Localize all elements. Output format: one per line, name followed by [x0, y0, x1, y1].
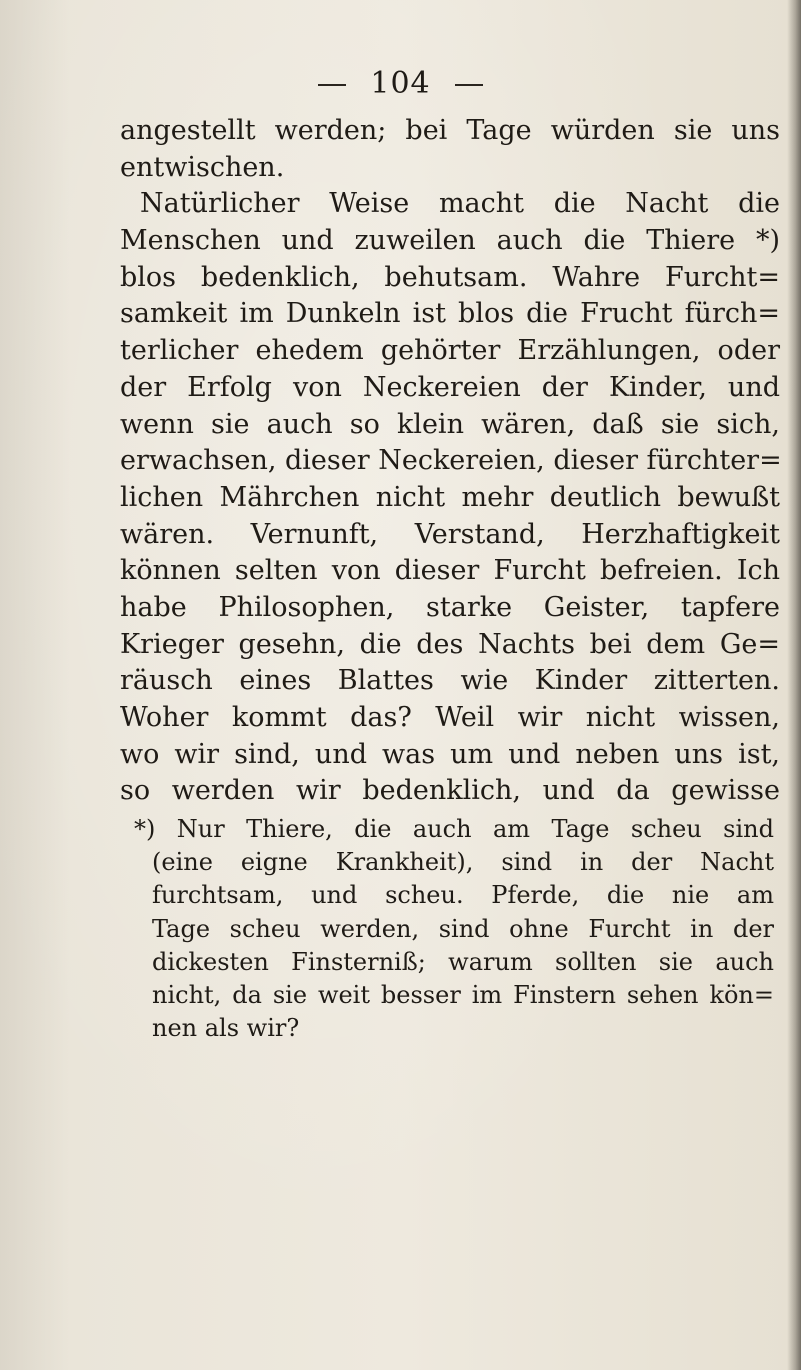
header-dash-left — [318, 84, 346, 86]
text-line: so werden wir bedenklich, und da gewisse — [120, 775, 780, 807]
text-line: wo wir sind, und was um und neben uns ist, — [120, 738, 780, 770]
body-text — [120, 113, 780, 810]
text-line: entwischen. — [120, 151, 285, 183]
text-line: blos bedenklich, behutsam. Wahre Furcht= — [120, 261, 780, 293]
text-line: der Erfolg von Neckereien der Kinder, und — [120, 371, 780, 403]
text-line: habe Philosophen, starke Geister, tapfere — [120, 591, 780, 623]
text-line: samkeit im Dunkeln ist blos die Frucht fürch= — [120, 298, 780, 330]
page-number: 104 — [370, 66, 431, 101]
footnote-line: nicht, da sie weit besser im Finstern sehen kön= — [152, 980, 774, 1009]
text-line: Woher kommt das? Weil wir nicht wissen, — [120, 702, 780, 733]
page-gutter-shadow — [0, 0, 70, 1370]
text-line: Natürlicher Weise macht die Nacht die — [140, 188, 780, 220]
footnote-line: furchtsam, und scheu. Pferde, die nie am — [152, 881, 774, 910]
footnote-line: *) Nur Thiere, die auch am Tage scheu sind — [134, 815, 774, 843]
text-line: Krieger gesehn, die des Nachts bei dem Ge= — [120, 628, 780, 660]
footnote-line: nen als wir? — [152, 1014, 300, 1043]
text-line: angestellt werden; bei Tage würden sie uns — [120, 115, 780, 146]
text-line: erwachsen, dieser Neckereien, dieser fürchter= — [120, 445, 782, 477]
footnote-line: Tage scheu werden, sind ohne Furcht in der — [152, 914, 774, 943]
page-header — [0, 66, 801, 101]
footnote — [134, 813, 774, 1045]
text-line: terlicher ehedem gehörter Erzählungen, oder — [120, 335, 780, 367]
header-dash-right — [455, 84, 483, 86]
text-line: Menschen und zuweilen auch die Thiere *) — [120, 225, 780, 257]
text-line: wenn sie auch so klein wären, daß sie sich, — [120, 408, 780, 440]
text-line: wären. Vernunft, Verstand, Herzhaftigkeit — [120, 518, 780, 550]
footnote-line: dickesten Finsterniß; warum sollten sie auch — [152, 947, 774, 976]
text-line: können selten von dieser Furcht befreien. Ich — [120, 555, 780, 587]
footnote-line: (eine eigne Krankheit), sind in der Nacht — [152, 848, 774, 877]
text-line: lichen Mährchen nicht mehr deutlich bewußt — [120, 481, 780, 513]
text-line: räusch eines Blattes wie Kinder zitterten. — [120, 665, 780, 697]
page-edge-shadow — [787, 0, 801, 1370]
